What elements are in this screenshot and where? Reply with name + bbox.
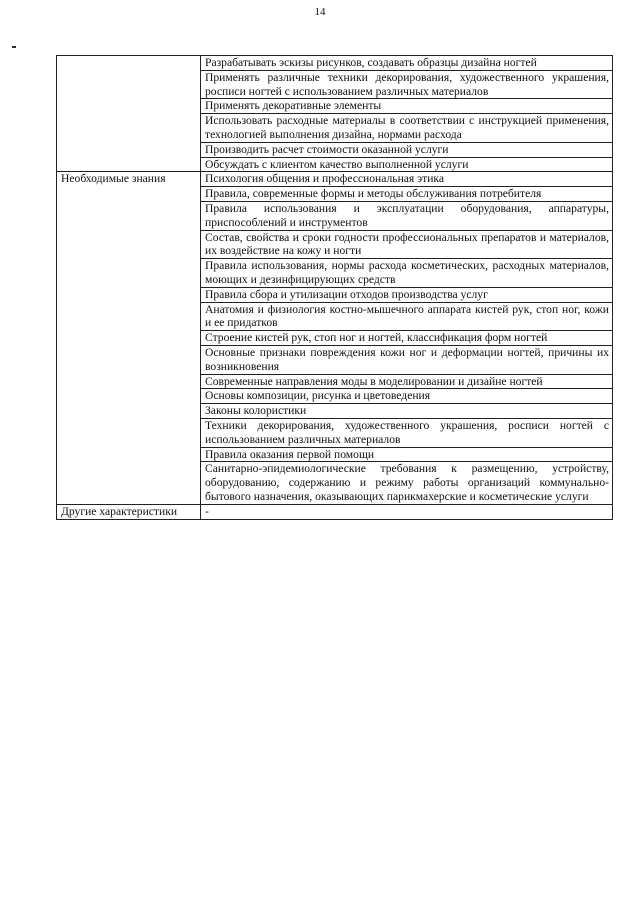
item-cell (201, 345, 613, 374)
item-cell (201, 504, 613, 519)
item-text: Техники декорирования, художественного украшения, росписи ногтей с использованием различных материалов (205, 418, 609, 446)
item-text: Анатомия и физиология костно-мышечного аппарата кистей рук, стоп ног, кожи и ее придатков (205, 302, 609, 330)
item-cell (201, 230, 613, 259)
item-text: Санитарно-эпидемиологические требования к размещению, устройству, оборудованию, содержанию и режиму работы организаций коммунально-бытового назначения, оказывающих парикмахерские и косметические услуги (205, 462, 609, 503)
section-label-cell (57, 56, 201, 172)
item-text: Правила использования и эксплуатации оборудования, аппаратуры, приспособлений и инструментов (205, 201, 609, 229)
table-row (57, 172, 613, 187)
item-text: Обсуждать с клиентом качество выполненной услуги (205, 157, 469, 171)
item-cell (201, 70, 613, 99)
item-text: Применять различные техники декорирования, художественного украшения, росписи ногтей с использованием различных материалов (205, 70, 609, 98)
item-cell (201, 389, 613, 404)
item-text: Законы колористики (205, 404, 307, 418)
item-cell (201, 172, 613, 187)
scan-mark (12, 46, 16, 48)
item-text: Психология общения и профессиональная этика (205, 172, 445, 186)
item-text: Правила использования, нормы расхода косметических, расходных материалов, моющих и дезинфицирующих средств (205, 259, 609, 286)
item-text: Использовать расходные материалы в соответствии с инструкцией применения, технологией выполнения дизайна, нормами расхода (205, 114, 609, 141)
item-cell (201, 287, 613, 302)
section-label: Необходимые знания (61, 172, 166, 186)
item-cell (201, 259, 613, 288)
item-cell (201, 201, 613, 230)
item-text: Строение кистей рук, стоп ног и ногтей, классификация форм ногтей (205, 331, 548, 345)
item-cell (201, 447, 613, 462)
item-cell (201, 374, 613, 389)
requirements-table (56, 55, 613, 520)
item-text: Применять декоративные элементы (205, 99, 382, 113)
item-text: Правила сбора и утилизации отходов производства услуг (205, 287, 488, 301)
item-text: Правила, современные формы и методы обслуживания потребителя (205, 187, 542, 201)
item-cell (201, 418, 613, 447)
item-cell (201, 302, 613, 331)
item-cell (201, 56, 613, 71)
item-cell (201, 157, 613, 172)
page-number: 14 (314, 6, 326, 18)
item-text: Производить расчет стоимости оказанной услуги (205, 142, 449, 156)
section-label: Другие характеристики (61, 504, 178, 518)
item-cell (201, 462, 613, 504)
item-text: Правила оказания первой помощи (205, 447, 375, 461)
item-cell (201, 114, 613, 143)
table-row (57, 56, 613, 71)
item-text: Основные признаки повреждения кожи ног и деформации ногтей, причины их возникновения (205, 345, 609, 373)
table-row (57, 504, 613, 519)
item-text: Современные направления моды в моделировании и дизайне ногтей (205, 374, 543, 388)
item-text: Состав, свойства и сроки годности профессиональных препаратов и материалов, их воздействие на кожу и ногти (205, 230, 609, 258)
item-cell (201, 404, 613, 419)
table-body (57, 56, 613, 520)
item-cell (201, 187, 613, 202)
item-cell (201, 142, 613, 157)
item-cell (201, 331, 613, 346)
item-cell (201, 99, 613, 114)
section-label-cell (57, 172, 201, 504)
item-text: Разрабатывать эскизы рисунков, создавать образцы дизайна ногтей (205, 56, 537, 69)
item-text: Основы композиции, рисунка и цветоведения (205, 389, 431, 403)
item-text: - (205, 504, 209, 518)
section-label-cell (57, 504, 201, 519)
